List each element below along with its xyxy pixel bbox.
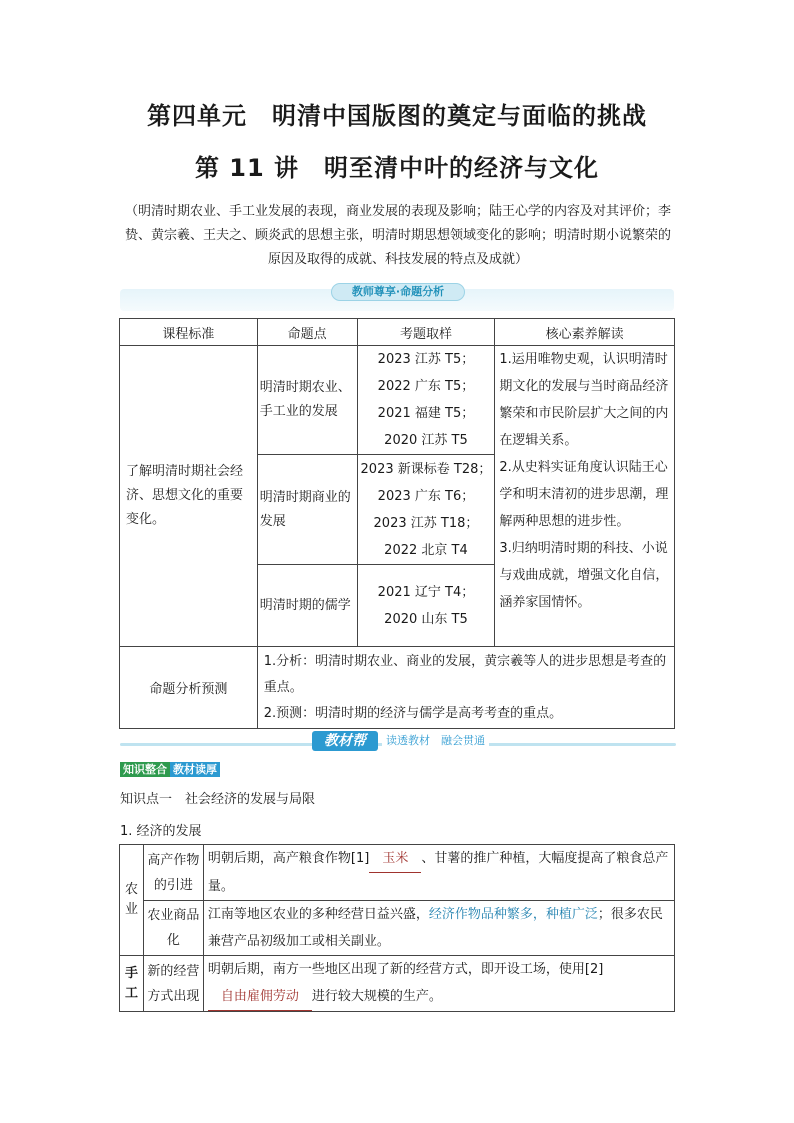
point-cell: 明清时期的儒学 (257, 565, 357, 647)
content-cell (203, 845, 674, 901)
content-text: 进行较大规模的生产。 (311, 989, 442, 1004)
section-chips (120, 762, 220, 777)
standard-cell: 了解明清时期社会经济、思想文化的重要变化。 (120, 346, 258, 647)
core-item: 3.归纳明清时期的科技、小说与戏曲成就，增强文化自信，涵养家国情怀。 (499, 541, 669, 610)
exam-item: 2023 广东 T6； (377, 488, 475, 504)
content-text: 明朝后期，高产粮食作物[1] (207, 851, 370, 866)
header-exams: 考题取样 (357, 319, 495, 346)
subsection-title: 1. 经济的发展 (120, 824, 202, 839)
economy-table (119, 844, 675, 1012)
core-item: 2.从史料实证角度认识陆王心学和明末清初的进步思潮，理解两种思想的进步性。 (499, 460, 669, 529)
banner-subtitle: 读透教材 融会贯通 (382, 733, 489, 749)
highlight-text: 经济作物品种繁多，种植广泛 (428, 907, 598, 922)
table-row (120, 901, 675, 956)
content-text: 、甘薯的推广种植，大幅度提高了粮食总产量。 (207, 851, 669, 894)
exam-item: 2023 江苏 T18； (373, 515, 479, 531)
exam-cell (357, 346, 495, 455)
knowledge-point-title: 知识点一 社会经济的发展与局限 (120, 792, 316, 807)
header-standard: 课程标准 (120, 319, 258, 346)
point-cell: 明清时期农业、手工业的发展 (257, 346, 357, 455)
banner-tag: 教材帮 (312, 731, 378, 751)
content-text: 江南等地区农业的多种经营日益兴盛， (207, 907, 429, 922)
exam-item: 2022 北京 T4 (384, 542, 468, 558)
content-cell (203, 956, 674, 1012)
chip-knowledge: 知识整合 (120, 762, 170, 777)
table-header-row (120, 319, 675, 346)
prediction-row (120, 647, 675, 729)
subcategory-cell: 农业商品化 (143, 901, 203, 956)
header-point: 命题点 (257, 319, 357, 346)
prediction-label: 命题分析预测 (120, 647, 258, 729)
chip-textbook: 教材读厚 (170, 762, 220, 777)
unit-title: 第四单元 明清中国版图的奠定与面临的挑战 (147, 102, 647, 130)
exam-item: 2022 广东 T5； (377, 379, 475, 394)
lesson-intro: （明清时期农业、手工业发展的表现，商业发展的表现及影响；陆王心学的内容及对其评价；李贽、黄宗羲、王夫之、顾炎武的思想主张，明清时期思想领域变化的影响；明清时期小说繁荣的原因及取得的成就、科技发展的特点及成就） (124, 204, 671, 267)
teacher-banner (120, 283, 674, 311)
subcategory-cell: 新的经营方式出现 (143, 956, 203, 1012)
content-text: ；很多农民兼营产品初级加工或相关副业。 (207, 907, 663, 949)
category-handicraft (120, 956, 144, 1012)
lesson-title: 第 11 讲 明至清中叶的经济与文化 (194, 154, 600, 182)
category-label: 手工 (124, 965, 138, 1001)
content-cell (203, 901, 674, 956)
textbook-banner (120, 731, 676, 753)
banner-tag: 教师尊享·命题分析 (331, 283, 465, 301)
content-text: 明朝后期，南方一些地区出现了新的经营方式，即开设工场，使用[2] (207, 962, 604, 977)
exam-cell (357, 565, 495, 647)
core-literacy-cell (495, 346, 675, 647)
exam-item: 2020 山东 T5 (384, 611, 468, 627)
exam-item: 2021 辽宁 T4； (377, 584, 475, 600)
prediction-item: 1.分析：明清时期农业、商业的发展，黄宗羲等人的进步思想是考查的重点。 (263, 653, 667, 695)
category-agriculture (120, 845, 144, 956)
prediction-cell (257, 647, 674, 729)
exam-item: 2023 江苏 T5； (377, 352, 475, 367)
header-core: 核心素养解读 (495, 319, 675, 346)
answer-blank: 自由雇佣劳动 (208, 983, 312, 1011)
table-row (120, 956, 675, 1012)
table-row (120, 845, 675, 901)
category-label: 农业 (124, 882, 138, 917)
exam-cell (357, 455, 495, 565)
table-row (120, 346, 675, 455)
curriculum-table (119, 318, 675, 729)
point-cell: 明清时期商业的发展 (257, 455, 357, 565)
answer-blank: 玉米 (369, 845, 421, 873)
subcategory-cell: 高产作物的引进 (143, 845, 203, 901)
core-item: 1.运用唯物史观，认识明清时期文化的发展与当时商品经济繁荣和市民阶层扩大之间的内在逻辑关系。 (499, 352, 669, 448)
exam-item: 2021 福建 T5； (377, 406, 475, 421)
prediction-item: 2.预测：明清时期的经济与儒学是高考考查的重点。 (263, 705, 563, 721)
exam-item: 2020 江苏 T5 (384, 433, 468, 448)
exam-item: 2023 新课标卷 T28； (360, 461, 492, 477)
